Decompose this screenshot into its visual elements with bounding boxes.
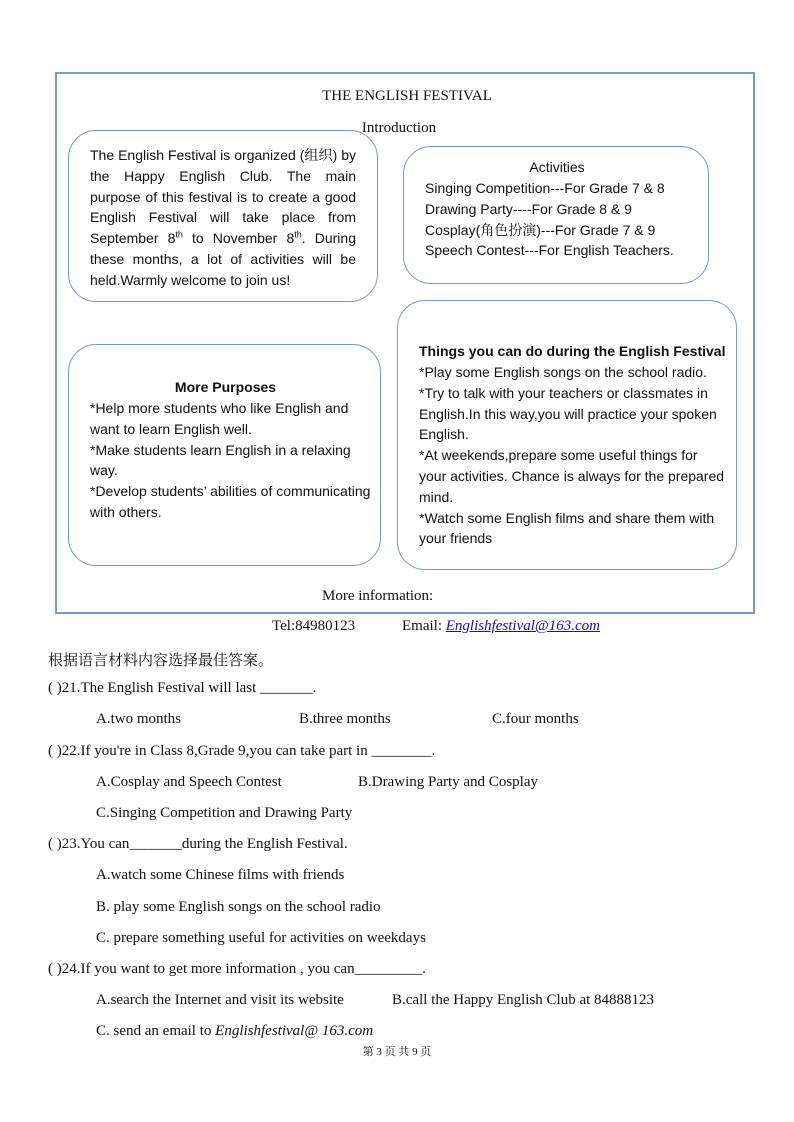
email-label: Email:: [402, 618, 446, 634]
q24-option-b[interactable]: B.call the Happy English Club at 84888123: [392, 992, 655, 1008]
activities-title: Activities: [529, 159, 585, 175]
email-link[interactable]: Englishfestival@163.com: [445, 618, 600, 634]
q22-option-b[interactable]: B.Drawing Party and Cosplay: [358, 774, 538, 790]
question-24: ( )24.If you want to get more information , you can_________.: [48, 961, 426, 977]
q21-option-a[interactable]: A.two months: [96, 711, 182, 727]
intro-heading: Introduction: [361, 120, 437, 136]
q22-option-c[interactable]: C.Singing Competition and Drawing Party: [96, 805, 353, 821]
instructions: 根据语言材料内容选择最佳答案。: [48, 653, 274, 669]
q23-option-b[interactable]: B. play some English songs on the school radio: [96, 899, 381, 915]
purposes-title: More Purposes: [174, 379, 277, 395]
thing-item: *Play some English songs on the school radio.: [419, 364, 707, 380]
q21-option-c[interactable]: C.four months: [492, 711, 579, 727]
things-title: Things you can do during the English Festival: [419, 343, 726, 359]
purpose-item: *Help more students who like English and want to learn English well.: [90, 400, 349, 437]
question-22: ( )22.If you're in Class 8,Grade 9,you can take part in ________.: [48, 743, 436, 759]
festival-poster: [55, 72, 755, 614]
thing-item: *Watch some English films and share them with your friends: [419, 509, 715, 547]
question-21: ( )21.The English Festival will last _______.: [48, 680, 317, 696]
q24-option-c[interactable]: C. send an email to Englishfestival@ 163.com: [96, 1023, 374, 1039]
activity-item: Singing Competition---For Grade 7 & 8: [425, 180, 665, 196]
thing-item: *At weekends,prepare some useful things for your activities. Chance is always for the prepared mind.: [419, 447, 725, 505]
q21-option-b[interactable]: B.three months: [299, 711, 391, 727]
question-23: ( )23.You can_______during the English Festival.: [48, 836, 348, 852]
intro-text: The English Festival is organized (组织) by the Happy English Club. The main purpose of this festival is to create a good English Festival will take place from September 8th to November 8th. During these months, a lot of activities will be held.Warmly welcome to join us!: [90, 147, 356, 288]
purposes-list: [90, 398, 372, 523]
things-box: [397, 300, 737, 570]
purpose-item: *Develop students’ abilities of communicating with others.: [90, 483, 371, 520]
activity-item: Speech Contest---For English Teachers.: [425, 242, 674, 259]
q22-option-a[interactable]: A.Cosplay and Speech Contest: [96, 774, 282, 790]
activities-list: [425, 178, 707, 261]
page-footer: 第 3 页 共 9 页: [362, 1046, 432, 1058]
q23-option-a[interactable]: A.watch some Chinese films with friends: [96, 867, 345, 883]
tel-text: Tel:84980123: [272, 618, 356, 634]
purposes-box: [68, 344, 381, 566]
q24-option-a[interactable]: A.search the Internet and visit its website: [96, 992, 344, 1008]
poster-title: THE ENGLISH FESTIVAL: [322, 88, 492, 104]
email-line: [402, 618, 600, 635]
more-info-label: More information:: [322, 588, 434, 604]
things-list: [419, 362, 725, 549]
q23-option-c[interactable]: C. prepare something useful for activities on weekdays: [96, 930, 426, 946]
intro-box: [68, 130, 378, 302]
q24-email: Englishfestival@ 163.com: [215, 1023, 374, 1039]
activity-item: Drawing Party----For Grade 8 & 9: [425, 200, 632, 217]
purpose-item: *Make students learn English in a relaxing way.: [90, 441, 351, 479]
thing-item: *Try to talk with your teachers or classmates in English.In this way,you will practice your spoken English.: [419, 384, 717, 443]
activities-box: [403, 146, 709, 284]
activity-item: Cosplay(角色扮演)---For Grade 7 & 9: [425, 221, 656, 238]
